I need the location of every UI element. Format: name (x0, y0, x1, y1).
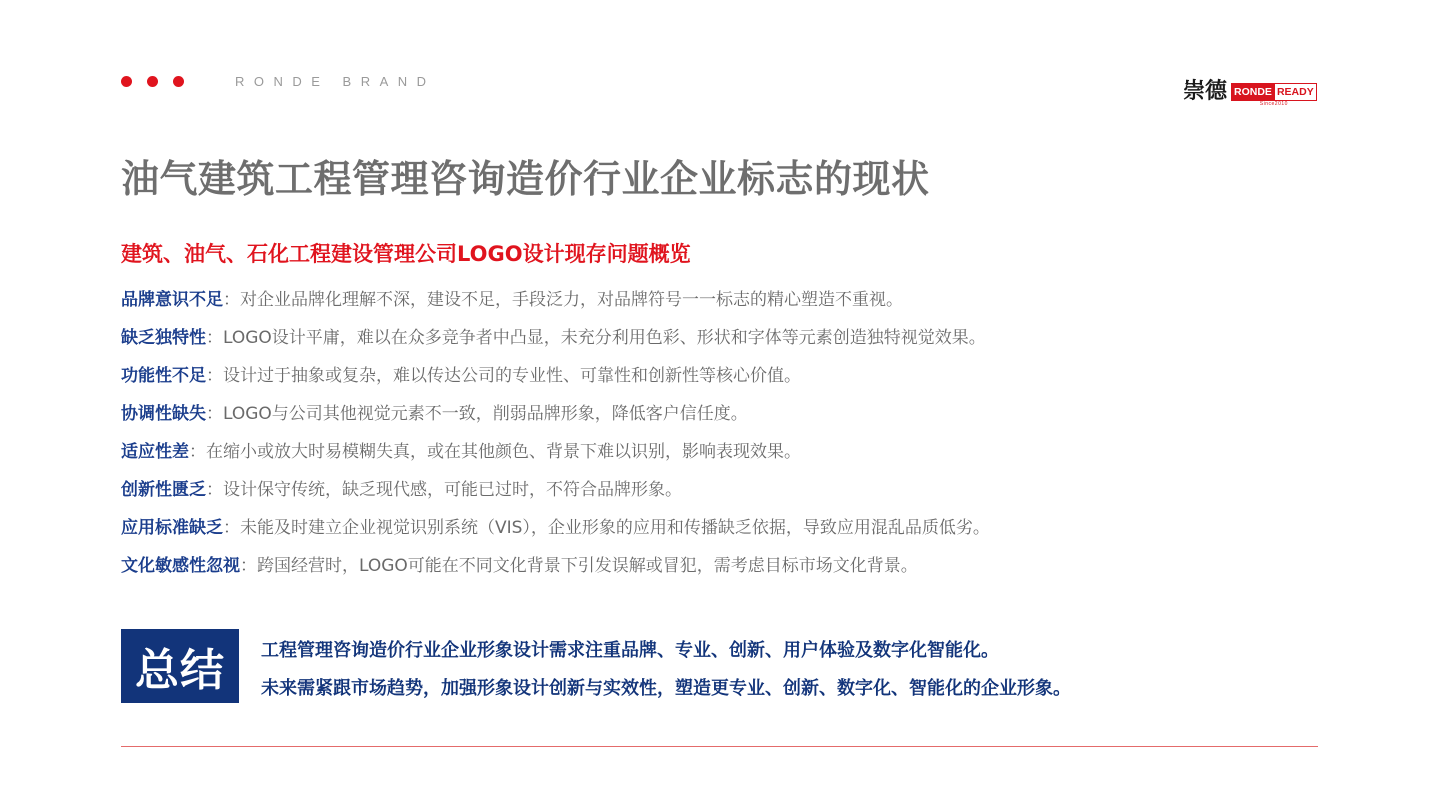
issue-label: 协调性缺失 (121, 404, 206, 424)
issue-text: ：设计保守传统，缺乏现代感，可能已过时，不符合品牌形象。 (206, 480, 682, 500)
summary-text (261, 632, 1071, 708)
summary-badge: 总结 (121, 629, 239, 703)
summary-line: 工程管理咨询造价行业企业形象设计需求注重品牌、专业、创新、用户体验及数字化智能化。 (261, 640, 999, 661)
logo-since: Since2010 (1259, 101, 1288, 107)
brand-tag: RONDE BRAND (235, 74, 436, 89)
logo-chinese-wordmark: 崇德 (1183, 78, 1228, 104)
company-logo (1183, 78, 1317, 108)
issue-label: 创新性匮乏 (121, 480, 206, 500)
issue-text: ：对企业品牌化理解不深，建设不足，手段泛力，对品牌符号一一标志的精心塑造不重视。 (223, 290, 903, 310)
issue-label: 品牌意识不足 (121, 290, 223, 310)
red-dot-icon (173, 76, 184, 87)
red-dot-icon (147, 76, 158, 87)
issue-text: ：未能及时建立企业视觉识别系统（VIS），企业形象的应用和传播缺乏依据，导致应用混乱品质低劣。 (223, 518, 990, 538)
issue-text: ：LOGO设计平庸，难以在众多竞争者中凸显，未充分利用色彩、形状和字体等元素创造独特视觉效果。 (206, 328, 986, 348)
decorative-dots (121, 76, 184, 87)
issue-label: 适应性差 (121, 442, 189, 462)
list-item (121, 362, 990, 400)
issue-list (121, 286, 990, 590)
list-item (121, 324, 990, 362)
logo-english-mark (1231, 83, 1317, 108)
summary-line: 未来需紧跟市场趋势，加强形象设计创新与实效性，塑造更专业、创新、数字化、智能化的企业形象。 (261, 678, 1071, 699)
list-item (121, 552, 990, 590)
list-item (121, 476, 990, 514)
list-item (121, 514, 990, 552)
issue-text: ：在缩小或放大时易模糊失真，或在其他颜色、背景下难以识别，影响表现效果。 (189, 442, 801, 462)
issue-text: ：设计过于抽象或复杂，难以传达公司的专业性、可靠性和创新性等核心价值。 (206, 366, 801, 386)
red-dot-icon (121, 76, 132, 87)
issue-label: 缺乏独特性 (121, 328, 206, 348)
list-item (121, 400, 990, 438)
list-item (121, 438, 990, 476)
issue-label: 应用标准缺乏 (121, 518, 223, 538)
issue-label: 文化敏感性忽视 (121, 556, 240, 576)
logo-word-ready: READY (1275, 83, 1317, 101)
list-item (121, 286, 990, 324)
logo-wordmark-box (1231, 83, 1317, 101)
section-title: 建筑、油气、石化工程建设管理公司LOGO设计现存问题概览 (121, 242, 691, 266)
issue-label: 功能性不足 (121, 366, 206, 386)
issue-text: ：LOGO与公司其他视觉元素不一致，削弱品牌形象，降低客户信任度。 (206, 404, 748, 424)
logo-word-ronde: RONDE (1231, 83, 1275, 101)
issue-text: ：跨国经营时，LOGO可能在不同文化背景下引发误解或冒犯，需考虑目标市场文化背景。 (240, 556, 918, 576)
bottom-divider (121, 746, 1318, 747)
page-title: 油气建筑工程管理咨询造价行业企业标志的现状 (121, 157, 930, 201)
